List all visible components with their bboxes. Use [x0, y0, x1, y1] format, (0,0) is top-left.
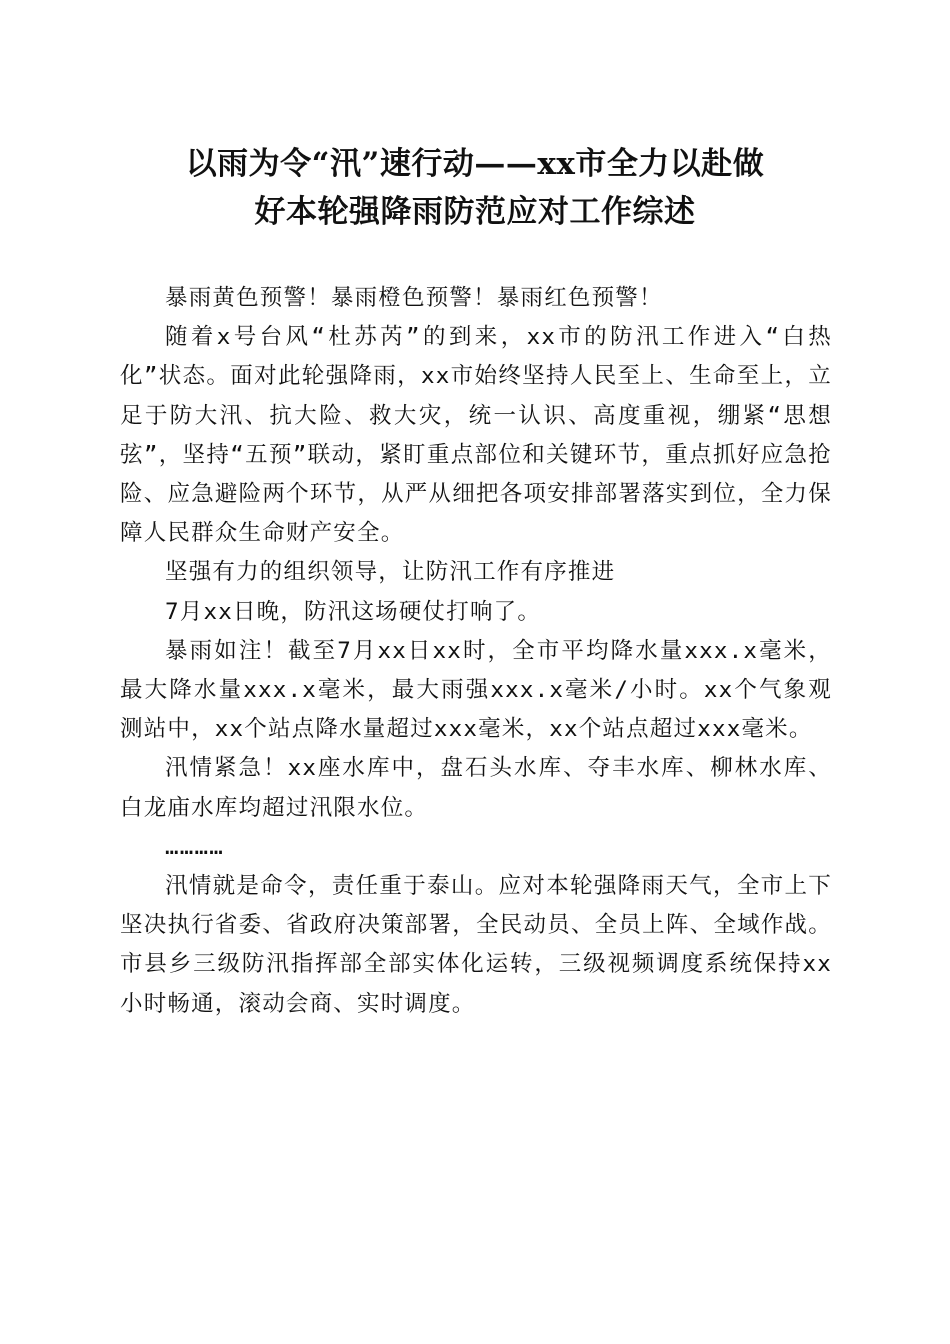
paragraph-warning-alerts: 暴雨黄色预警！暴雨橙色预警！暴雨红色预警！	[165, 285, 663, 311]
paragraph-section-heading: 坚强有力的组织领导，让防汛工作有序推进	[165, 559, 616, 586]
paragraph-battle-start: 7月xx日晚，防汛这场硬仗打响了。	[165, 598, 542, 625]
paragraph-typhoon-intro: 随着x号台风“杜苏芮”的到来，xx市的防汛工作进入“白热化”状态。面对此轮强降雨，xx市始终坚持人民至上、生命至上，立足于防大汛、抗大险、救大灾，统一认识、高度重视，绷紧“思想弦”，坚持“五预”联动，紧盯重点部位和关键环节，重点抓好应急抢险、应急避险两个环节，从严从细把各项安排部署落实到位，全力保障人民群众生命财产安全。	[120, 324, 832, 547]
title-line-1: 以雨为令“汛”速行动——xx市全力以赴做	[185, 146, 765, 182]
paragraph-reservoir-status: 汛情紧急！xx座水库中，盘石头水库、夺丰水库、柳林水库、白龙庙水库均超过汛限水位。	[120, 755, 832, 821]
paragraph-command-response: 汛情就是命令，责任重于泰山。应对本轮强降雨天气，全市上下坚决执行省委、省政府决策部署，全民动员、全员上阵、全域作战。市县乡三级防汛指挥部全部实体化运转，三级视频调度系统保持xx小时畅通，滚动会商、实时调度。	[120, 873, 832, 1017]
paragraph-ellipsis: …………	[165, 833, 224, 860]
document-body	[120, 279, 832, 1024]
title-line-2: 好本轮强降雨防范应对工作综述	[254, 194, 696, 230]
paragraph-rainfall-stats: 暴雨如注！截至7月xx日xx时，全市平均降水量xxx.x毫米，最大降水量xxx.x毫米，最大雨强xxx.x毫米/小时。xx个气象观测站中，xx个站点降水量超过xxx毫米，xx个站点超过xxx毫米。	[120, 637, 832, 743]
document-title	[100, 140, 850, 236]
